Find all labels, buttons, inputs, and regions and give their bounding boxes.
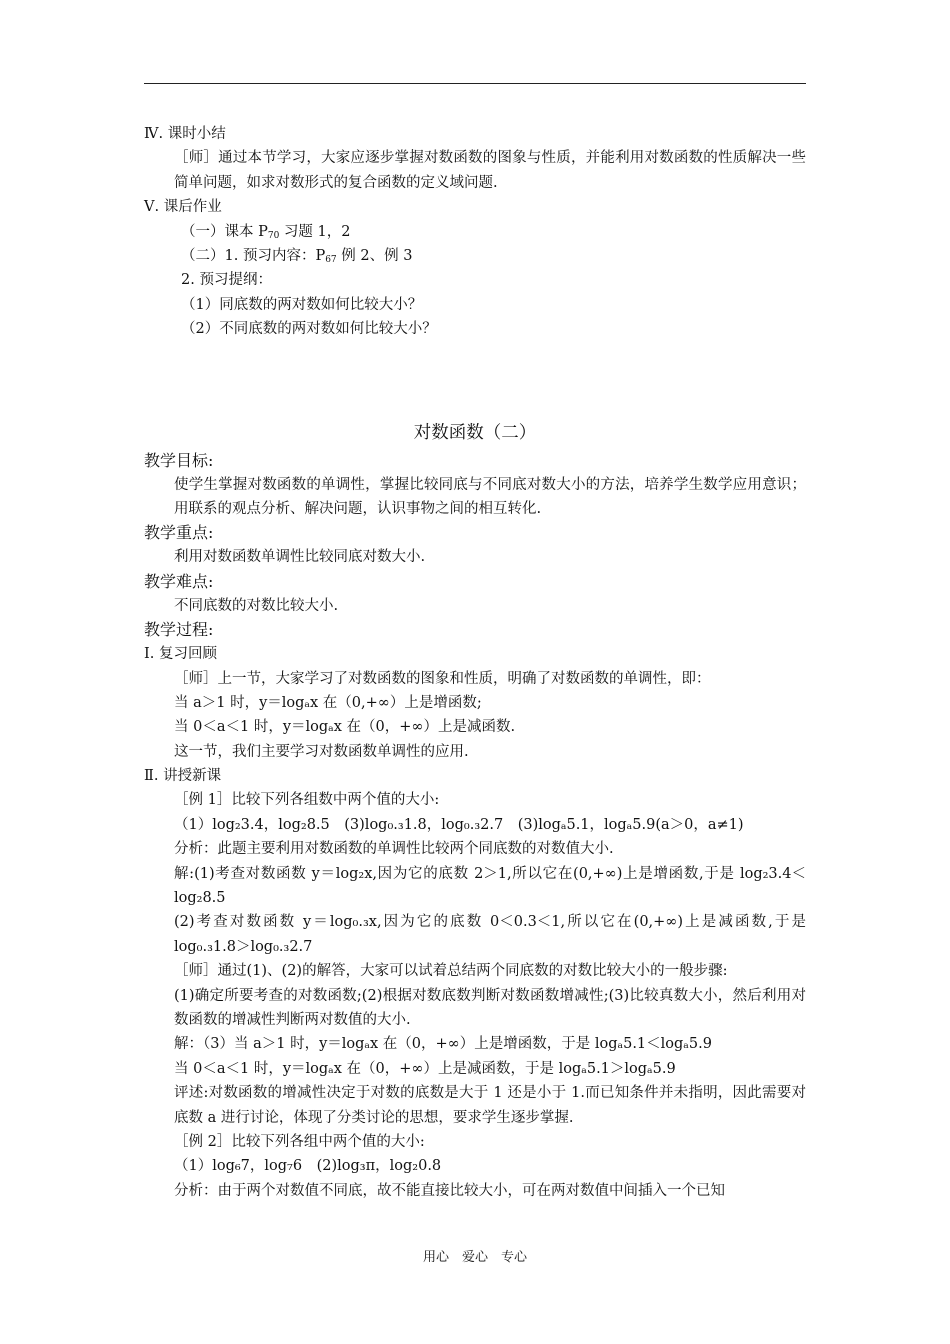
summary-paragraph: ［师］通过本节学习，大家应逐步掌握对数函数的图象与性质，并能利用对数函数的性质解决一些简单问题，如求对数形式的复合函数的定义域问题.: [174, 150, 806, 191]
review-heading: Ⅰ. 复习回顾: [144, 646, 217, 663]
teacher-note: ［师］通过(1)、(2)的解答，大家可以试着总结两个同底数的对数比较大小的一般步骤:: [174, 963, 728, 980]
lesson-title: 对数函数（二）: [413, 422, 537, 443]
process-heading: 教学过程:: [144, 620, 214, 640]
example-1-solution-3b: 当 0＜a＜1 时，y＝logₐx 在（0，+∞）上是减函数，于是 logₐ5.1＞logₐ5.9: [174, 1060, 676, 1077]
example-1-solution-3a: 解：（3）当 a＞1 时，y＝logₐx 在（0，+∞）上是增函数，于是 logₐ5.1＜logₐ5.9: [174, 1036, 712, 1053]
document-body: [144, 122, 806, 1203]
example-2-items: （1）log₆7，log₇6 (2)log₃π，log₂0.8: [174, 1158, 442, 1175]
key-point-text: 利用对数函数单调性比较同底对数大小.: [174, 549, 426, 566]
example-2-title: ［例 2］比较下列各组中两个值的大小:: [174, 1134, 425, 1151]
homework-item-3: 2. 预习提纲：: [181, 272, 272, 289]
difficulty-heading: 教学难点:: [144, 571, 214, 591]
example-1-items: （1）log₂3.4，log₂8.5 (3)log₀.₃1.8，log₀.₃2.7 (3)logₐ5.1，logₐ5.9(a＞0，a≠1): [174, 816, 744, 833]
review-intro: ［师］上一节，大家学习了对数函数的图象和性质，明确了对数函数的单调性，即：: [174, 670, 711, 687]
header-rule: [144, 83, 806, 84]
new-lesson-heading: Ⅱ. 讲授新课: [144, 768, 222, 785]
example-1-analysis: 分析：此题主要利用对数函数的单调性比较两个同底数的对数值大小.: [174, 841, 614, 858]
example-1-solution-2: (2)考查对数函数 y＝log₀.₃x,因为它的底数 0＜0.3＜1,所以它在(0,+∞)上是减函数,于是 log₀.₃1.8＞log₀.₃2.7: [174, 914, 806, 955]
homework-question-2: （2）不同底数的两对数如何比较大小？: [181, 321, 437, 338]
homework-heading: Ⅴ. 课后作业: [144, 199, 222, 216]
example-1-title: ［例 1］比较下列各组数中两个值的大小:: [174, 792, 440, 809]
section-spacer: [144, 342, 806, 417]
goals-heading: 教学目标:: [144, 450, 214, 470]
goals-text: 使学生掌握对数函数的单调性，掌握比较同底与不同底对数大小的方法，培养学生数学应用意识；用联系的观点分析、解决问题，认识事物之间的相互转化.: [174, 476, 806, 517]
review-case-2: 当 0＜a＜1 时，y＝logₐx 在（0，+∞）上是减函数.: [174, 719, 516, 736]
homework-question-1: （1）同底数的两对数如何比较大小？: [181, 296, 423, 313]
general-steps: (1)确定所要考查的对数函数;(2)根据对数底数判断对数函数增减性;(3)比较真数大小，然后利用对数函数的增减性判断两对数值的大小.: [174, 987, 806, 1029]
comment-paragraph: 评述:对数函数的增减性决定于对数的底数是大于 1 还是小于 1.而已知条件并未指明，因此需要对底数 a 进行讨论，体现了分类讨论的思想，要求学生逐步掌握.: [174, 1085, 806, 1126]
page-footer: 用心 爱心 专心: [422, 1250, 527, 1265]
key-point-heading: 教学重点:: [144, 523, 214, 543]
example-1-solution-1: 解:(1)考查对数函数 y＝log₂x,因为它的底数 2＞1,所以它在(0,+∞)上是增函数,于是 log₂3.4＜log₂8.5: [174, 865, 806, 907]
summary-heading: Ⅳ. 课时小结: [144, 126, 226, 142]
review-focus: 这一节，我们主要学习对数函数单调性的应用.: [174, 743, 469, 760]
homework-item-2: （二）1. 预习内容：$P_{67}$ 例 2、例 3: [181, 247, 413, 265]
difficulty-text: 不同底数的对数比较大小.: [174, 597, 339, 614]
example-2-analysis: 分析：由于两个对数值不同底，故不能直接比较大小，可在两对数值中间插入一个已知: [174, 1182, 725, 1199]
homework-item-1: （一）课本 $P_{70}$ 习题 1，2: [181, 223, 351, 241]
review-case-1: 当 a＞1 时，y＝logₐx 在（0,+∞）上是增函数;: [174, 694, 482, 711]
